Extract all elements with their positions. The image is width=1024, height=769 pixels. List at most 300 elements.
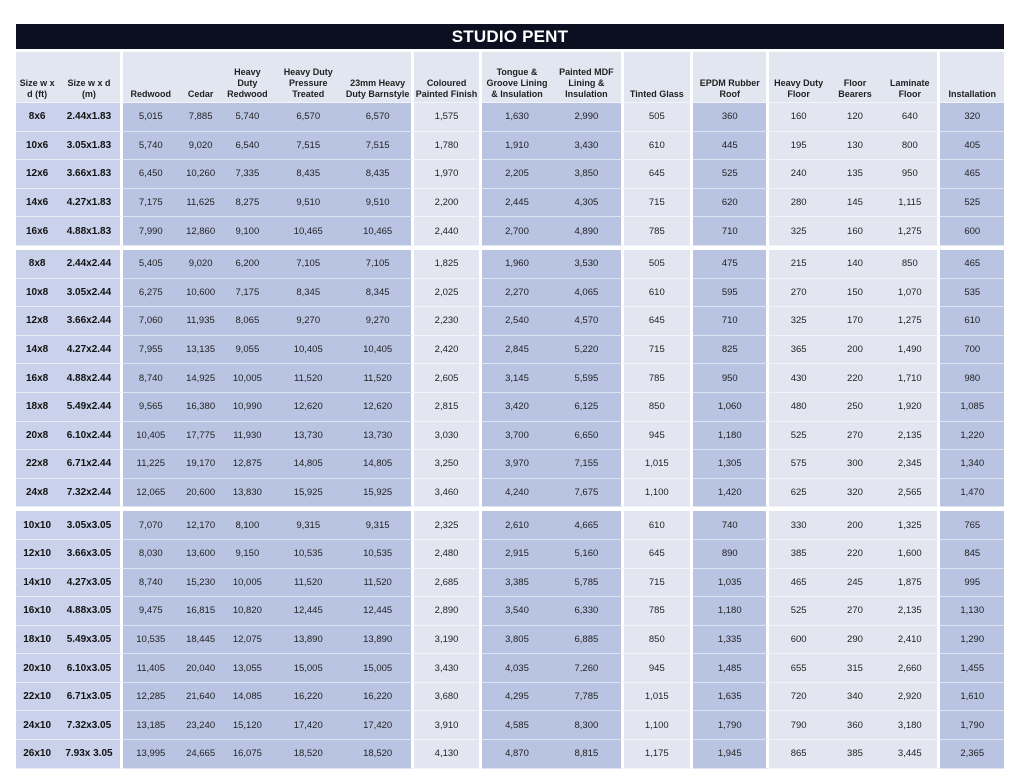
cell-heavy-duty-floor: 195 xyxy=(769,132,827,161)
cell-size-m: 4.88x1.83 xyxy=(58,217,122,246)
table-row xyxy=(16,540,1004,569)
cell-coloured-painted-finish: 4,130 xyxy=(414,740,481,769)
page-title: STUDIO PENT xyxy=(16,24,1004,49)
cell-laminate-floor: 2,565 xyxy=(882,479,940,508)
cell-tinted-glass: 645 xyxy=(624,160,693,189)
cell-floor-bearers: 270 xyxy=(828,597,882,626)
cell-heavy-duty-pressure-treated: 12,620 xyxy=(273,393,344,422)
cell-redwood: 6,275 xyxy=(123,279,179,308)
cell-installation: 1,290 xyxy=(940,626,1004,655)
cell-heavy-duty-redwood: 10,005 xyxy=(222,569,272,598)
cell-epdm-rubber-roof: 525 xyxy=(693,160,769,189)
cell-heavy-duty-redwood: 7,175 xyxy=(222,279,272,308)
cell-tongue-groove-lining: 3,805 xyxy=(482,626,552,655)
cell-epdm-rubber-roof: 475 xyxy=(693,250,769,279)
cell-tongue-groove-lining: 4,035 xyxy=(482,654,552,683)
cell-cedar: 13,600 xyxy=(179,540,222,569)
cell-epdm-rubber-roof: 710 xyxy=(693,307,769,336)
cell-tinted-glass: 1,015 xyxy=(624,450,693,479)
cell-tinted-glass: 945 xyxy=(624,654,693,683)
cell-painted-mdf-lining: 6,330 xyxy=(552,597,623,626)
cell-redwood: 7,060 xyxy=(123,307,179,336)
cell-tongue-groove-lining: 1,960 xyxy=(482,250,552,279)
cell-installation: 2,365 xyxy=(940,740,1004,769)
cell-laminate-floor: 950 xyxy=(882,160,940,189)
cell-size-ft: 22x10 xyxy=(16,683,58,712)
cell-heavy-duty-redwood: 12,875 xyxy=(222,450,272,479)
cell-heavy-duty-barnstyle: 15,005 xyxy=(344,654,414,683)
cell-heavy-duty-floor: 385 xyxy=(769,540,827,569)
cell-tinted-glass: 715 xyxy=(624,189,693,218)
price-table xyxy=(16,52,1004,769)
cell-heavy-duty-redwood: 14,085 xyxy=(222,683,272,712)
header-redwood: Redwood xyxy=(123,52,179,103)
cell-size-ft: 16x8 xyxy=(16,364,58,393)
cell-installation: 1,340 xyxy=(940,450,1004,479)
cell-epdm-rubber-roof: 1,485 xyxy=(693,654,769,683)
cell-installation: 995 xyxy=(940,569,1004,598)
cell-floor-bearers: 360 xyxy=(828,711,882,740)
cell-tongue-groove-lining: 1,630 xyxy=(482,103,552,132)
cell-painted-mdf-lining: 6,885 xyxy=(552,626,623,655)
table-row xyxy=(16,422,1004,451)
cell-size-m: 5.49x3.05 xyxy=(58,626,122,655)
cell-size-m: 4.27x2.44 xyxy=(58,336,122,365)
cell-floor-bearers: 270 xyxy=(828,422,882,451)
cell-redwood: 7,175 xyxy=(123,189,179,218)
size-group-3 xyxy=(16,511,1004,768)
cell-heavy-duty-floor: 655 xyxy=(769,654,827,683)
cell-heavy-duty-floor: 215 xyxy=(769,250,827,279)
cell-coloured-painted-finish: 2,200 xyxy=(414,189,481,218)
cell-heavy-duty-redwood: 12,075 xyxy=(222,626,272,655)
cell-size-m: 3.05x1.83 xyxy=(58,132,122,161)
cell-painted-mdf-lining: 5,785 xyxy=(552,569,623,598)
cell-size-ft: 20x10 xyxy=(16,654,58,683)
cell-heavy-duty-barnstyle: 17,420 xyxy=(344,711,414,740)
cell-epdm-rubber-roof: 360 xyxy=(693,103,769,132)
table-row xyxy=(16,711,1004,740)
cell-laminate-floor: 1,600 xyxy=(882,540,940,569)
cell-tongue-groove-lining: 4,240 xyxy=(482,479,552,508)
cell-floor-bearers: 200 xyxy=(828,336,882,365)
cell-laminate-floor: 3,445 xyxy=(882,740,940,769)
price-sheet xyxy=(16,24,1004,769)
cell-size-m: 6.71x3.05 xyxy=(58,683,122,712)
cell-heavy-duty-barnstyle: 9,315 xyxy=(344,511,414,540)
cell-size-ft: 22x8 xyxy=(16,450,58,479)
cell-laminate-floor: 800 xyxy=(882,132,940,161)
cell-tongue-groove-lining: 3,700 xyxy=(482,422,552,451)
cell-size-m: 7.32x3.05 xyxy=(58,711,122,740)
cell-tongue-groove-lining: 2,445 xyxy=(482,189,552,218)
cell-epdm-rubber-roof: 1,180 xyxy=(693,597,769,626)
cell-coloured-painted-finish: 3,250 xyxy=(414,450,481,479)
cell-laminate-floor: 1,920 xyxy=(882,393,940,422)
cell-tongue-groove-lining: 3,385 xyxy=(482,569,552,598)
cell-painted-mdf-lining: 7,155 xyxy=(552,450,623,479)
cell-tongue-groove-lining: 2,540 xyxy=(482,307,552,336)
cell-heavy-duty-floor: 280 xyxy=(769,189,827,218)
cell-installation: 525 xyxy=(940,189,1004,218)
cell-heavy-duty-floor: 325 xyxy=(769,307,827,336)
cell-cedar: 20,040 xyxy=(179,654,222,683)
cell-heavy-duty-barnstyle: 7,105 xyxy=(344,250,414,279)
cell-size-ft: 12x6 xyxy=(16,160,58,189)
header-coloured-painted-finish: Coloured Painted Finish xyxy=(414,52,481,103)
cell-tinted-glass: 785 xyxy=(624,597,693,626)
header-size-ft: Size w x d (ft) xyxy=(16,52,58,103)
cell-size-ft: 8x8 xyxy=(16,250,58,279)
cell-cedar: 21,640 xyxy=(179,683,222,712)
cell-painted-mdf-lining: 8,815 xyxy=(552,740,623,769)
cell-heavy-duty-redwood: 16,075 xyxy=(222,740,272,769)
size-group-2 xyxy=(16,250,1004,507)
cell-floor-bearers: 120 xyxy=(828,103,882,132)
cell-laminate-floor: 2,920 xyxy=(882,683,940,712)
cell-cedar: 24,665 xyxy=(179,740,222,769)
cell-heavy-duty-redwood: 8,100 xyxy=(222,511,272,540)
cell-heavy-duty-pressure-treated: 7,105 xyxy=(273,250,344,279)
table-row xyxy=(16,132,1004,161)
cell-coloured-painted-finish: 3,910 xyxy=(414,711,481,740)
cell-heavy-duty-floor: 325 xyxy=(769,217,827,246)
cell-tinted-glass: 645 xyxy=(624,307,693,336)
cell-heavy-duty-redwood: 15,120 xyxy=(222,711,272,740)
cell-heavy-duty-pressure-treated: 16,220 xyxy=(273,683,344,712)
cell-tongue-groove-lining: 3,970 xyxy=(482,450,552,479)
cell-redwood: 5,405 xyxy=(123,250,179,279)
cell-size-ft: 14x8 xyxy=(16,336,58,365)
cell-redwood: 10,535 xyxy=(123,626,179,655)
cell-heavy-duty-pressure-treated: 10,535 xyxy=(273,540,344,569)
cell-tinted-glass: 610 xyxy=(624,279,693,308)
table-row xyxy=(16,450,1004,479)
cell-size-ft: 20x8 xyxy=(16,422,58,451)
table-row xyxy=(16,569,1004,598)
cell-floor-bearers: 220 xyxy=(828,364,882,393)
cell-laminate-floor: 1,710 xyxy=(882,364,940,393)
cell-heavy-duty-pressure-treated: 14,805 xyxy=(273,450,344,479)
cell-laminate-floor: 3,180 xyxy=(882,711,940,740)
cell-tongue-groove-lining: 2,700 xyxy=(482,217,552,246)
cell-size-ft: 18x8 xyxy=(16,393,58,422)
cell-cedar: 9,020 xyxy=(179,250,222,279)
cell-epdm-rubber-roof: 740 xyxy=(693,511,769,540)
cell-heavy-duty-floor: 720 xyxy=(769,683,827,712)
cell-heavy-duty-barnstyle: 10,535 xyxy=(344,540,414,569)
cell-redwood: 7,070 xyxy=(123,511,179,540)
cell-tongue-groove-lining: 4,870 xyxy=(482,740,552,769)
cell-installation: 700 xyxy=(940,336,1004,365)
cell-redwood: 11,405 xyxy=(123,654,179,683)
cell-heavy-duty-redwood: 13,830 xyxy=(222,479,272,508)
cell-installation: 1,790 xyxy=(940,711,1004,740)
cell-tongue-groove-lining: 2,610 xyxy=(482,511,552,540)
cell-painted-mdf-lining: 6,650 xyxy=(552,422,623,451)
cell-cedar: 20,600 xyxy=(179,479,222,508)
cell-tongue-groove-lining: 3,145 xyxy=(482,364,552,393)
cell-floor-bearers: 385 xyxy=(828,740,882,769)
cell-coloured-painted-finish: 3,190 xyxy=(414,626,481,655)
cell-heavy-duty-barnstyle: 14,805 xyxy=(344,450,414,479)
cell-epdm-rubber-roof: 595 xyxy=(693,279,769,308)
cell-redwood: 12,065 xyxy=(123,479,179,508)
cell-size-ft: 24x10 xyxy=(16,711,58,740)
cell-installation: 610 xyxy=(940,307,1004,336)
cell-heavy-duty-pressure-treated: 15,925 xyxy=(273,479,344,508)
cell-heavy-duty-pressure-treated: 8,345 xyxy=(273,279,344,308)
cell-heavy-duty-barnstyle: 13,730 xyxy=(344,422,414,451)
cell-installation: 1,130 xyxy=(940,597,1004,626)
cell-coloured-painted-finish: 2,890 xyxy=(414,597,481,626)
cell-heavy-duty-redwood: 8,275 xyxy=(222,189,272,218)
cell-size-m: 4.27x3.05 xyxy=(58,569,122,598)
cell-heavy-duty-floor: 270 xyxy=(769,279,827,308)
cell-painted-mdf-lining: 4,890 xyxy=(552,217,623,246)
cell-heavy-duty-floor: 160 xyxy=(769,103,827,132)
header-size-m: Size w x d (m) xyxy=(58,52,122,103)
cell-cedar: 13,135 xyxy=(179,336,222,365)
cell-epdm-rubber-roof: 1,335 xyxy=(693,626,769,655)
cell-tongue-groove-lining: 2,270 xyxy=(482,279,552,308)
cell-coloured-painted-finish: 3,030 xyxy=(414,422,481,451)
cell-installation: 465 xyxy=(940,160,1004,189)
cell-floor-bearers: 135 xyxy=(828,160,882,189)
cell-size-ft: 16x6 xyxy=(16,217,58,246)
cell-heavy-duty-barnstyle: 8,345 xyxy=(344,279,414,308)
cell-tinted-glass: 1,100 xyxy=(624,479,693,508)
cell-painted-mdf-lining: 3,850 xyxy=(552,160,623,189)
cell-size-m: 7.93x 3.05 xyxy=(58,740,122,769)
cell-size-m: 6.71x2.44 xyxy=(58,450,122,479)
cell-installation: 600 xyxy=(940,217,1004,246)
cell-heavy-duty-barnstyle: 13,890 xyxy=(344,626,414,655)
cell-coloured-painted-finish: 3,680 xyxy=(414,683,481,712)
cell-floor-bearers: 150 xyxy=(828,279,882,308)
cell-laminate-floor: 1,070 xyxy=(882,279,940,308)
cell-heavy-duty-pressure-treated: 9,315 xyxy=(273,511,344,540)
cell-tinted-glass: 505 xyxy=(624,250,693,279)
cell-coloured-painted-finish: 2,420 xyxy=(414,336,481,365)
cell-heavy-duty-floor: 430 xyxy=(769,364,827,393)
cell-epdm-rubber-roof: 950 xyxy=(693,364,769,393)
cell-floor-bearers: 245 xyxy=(828,569,882,598)
cell-cedar: 19,170 xyxy=(179,450,222,479)
cell-tongue-groove-lining: 3,540 xyxy=(482,597,552,626)
cell-coloured-painted-finish: 2,325 xyxy=(414,511,481,540)
cell-heavy-duty-pressure-treated: 11,520 xyxy=(273,569,344,598)
cell-tinted-glass: 850 xyxy=(624,626,693,655)
cell-coloured-painted-finish: 2,480 xyxy=(414,540,481,569)
cell-redwood: 10,405 xyxy=(123,422,179,451)
cell-redwood: 9,565 xyxy=(123,393,179,422)
cell-heavy-duty-floor: 365 xyxy=(769,336,827,365)
cell-size-m: 3.66x3.05 xyxy=(58,540,122,569)
cell-size-m: 4.27x1.83 xyxy=(58,189,122,218)
table-row xyxy=(16,307,1004,336)
cell-coloured-painted-finish: 2,230 xyxy=(414,307,481,336)
cell-laminate-floor: 1,875 xyxy=(882,569,940,598)
cell-heavy-duty-floor: 575 xyxy=(769,450,827,479)
table-row xyxy=(16,654,1004,683)
cell-redwood: 8,030 xyxy=(123,540,179,569)
cell-coloured-painted-finish: 2,685 xyxy=(414,569,481,598)
table-row xyxy=(16,160,1004,189)
cell-heavy-duty-redwood: 9,055 xyxy=(222,336,272,365)
cell-coloured-painted-finish: 1,825 xyxy=(414,250,481,279)
cell-heavy-duty-floor: 600 xyxy=(769,626,827,655)
cell-laminate-floor: 1,115 xyxy=(882,189,940,218)
cell-redwood: 7,955 xyxy=(123,336,179,365)
header-painted-mdf-lining: Painted MDF Lining & Insulation xyxy=(552,52,623,103)
cell-floor-bearers: 170 xyxy=(828,307,882,336)
cell-tinted-glass: 715 xyxy=(624,336,693,365)
cell-laminate-floor: 1,275 xyxy=(882,217,940,246)
cell-painted-mdf-lining: 4,665 xyxy=(552,511,623,540)
cell-size-m: 3.05x3.05 xyxy=(58,511,122,540)
cell-coloured-painted-finish: 2,815 xyxy=(414,393,481,422)
cell-installation: 845 xyxy=(940,540,1004,569)
cell-redwood: 9,475 xyxy=(123,597,179,626)
cell-heavy-duty-barnstyle: 7,515 xyxy=(344,132,414,161)
cell-cedar: 23,240 xyxy=(179,711,222,740)
cell-tongue-groove-lining: 3,420 xyxy=(482,393,552,422)
cell-heavy-duty-redwood: 10,820 xyxy=(222,597,272,626)
cell-heavy-duty-redwood: 6,540 xyxy=(222,132,272,161)
cell-cedar: 9,020 xyxy=(179,132,222,161)
cell-size-m: 6.10x3.05 xyxy=(58,654,122,683)
cell-cedar: 14,925 xyxy=(179,364,222,393)
cell-size-ft: 26x10 xyxy=(16,740,58,769)
header-tongue-groove-lining: Tongue & Groove Lining & Insulation xyxy=(482,52,552,103)
table-row xyxy=(16,189,1004,218)
cell-epdm-rubber-roof: 825 xyxy=(693,336,769,365)
cell-heavy-duty-pressure-treated: 8,435 xyxy=(273,160,344,189)
cell-laminate-floor: 850 xyxy=(882,250,940,279)
cell-heavy-duty-barnstyle: 18,520 xyxy=(344,740,414,769)
table-row xyxy=(16,479,1004,508)
cell-painted-mdf-lining: 5,595 xyxy=(552,364,623,393)
table-row xyxy=(16,511,1004,540)
cell-heavy-duty-pressure-treated: 10,465 xyxy=(273,217,344,246)
cell-tongue-groove-lining: 2,205 xyxy=(482,160,552,189)
cell-installation: 1,455 xyxy=(940,654,1004,683)
cell-coloured-painted-finish: 1,575 xyxy=(414,103,481,132)
cell-tongue-groove-lining: 2,915 xyxy=(482,540,552,569)
cell-installation: 320 xyxy=(940,103,1004,132)
header-tinted-glass: Tinted Glass xyxy=(624,52,693,103)
table-row xyxy=(16,103,1004,132)
cell-laminate-floor: 1,325 xyxy=(882,511,940,540)
cell-redwood: 8,740 xyxy=(123,364,179,393)
cell-heavy-duty-redwood: 13,055 xyxy=(222,654,272,683)
cell-painted-mdf-lining: 3,430 xyxy=(552,132,623,161)
cell-heavy-duty-floor: 465 xyxy=(769,569,827,598)
cell-installation: 1,085 xyxy=(940,393,1004,422)
cell-floor-bearers: 340 xyxy=(828,683,882,712)
header-installation: Installation xyxy=(940,52,1004,103)
cell-installation: 765 xyxy=(940,511,1004,540)
cell-cedar: 11,625 xyxy=(179,189,222,218)
table-row xyxy=(16,626,1004,655)
cell-heavy-duty-barnstyle: 12,620 xyxy=(344,393,414,422)
cell-laminate-floor: 2,660 xyxy=(882,654,940,683)
cell-installation: 465 xyxy=(940,250,1004,279)
cell-size-m: 5.49x2.44 xyxy=(58,393,122,422)
cell-coloured-painted-finish: 2,605 xyxy=(414,364,481,393)
cell-heavy-duty-pressure-treated: 12,445 xyxy=(273,597,344,626)
cell-heavy-duty-floor: 865 xyxy=(769,740,827,769)
cell-size-ft: 16x10 xyxy=(16,597,58,626)
cell-redwood: 11,225 xyxy=(123,450,179,479)
cell-painted-mdf-lining: 5,220 xyxy=(552,336,623,365)
cell-installation: 1,470 xyxy=(940,479,1004,508)
cell-size-m: 7.32x2.44 xyxy=(58,479,122,508)
table-row xyxy=(16,217,1004,246)
cell-coloured-painted-finish: 1,970 xyxy=(414,160,481,189)
cell-heavy-duty-redwood: 9,100 xyxy=(222,217,272,246)
cell-size-m: 3.66x2.44 xyxy=(58,307,122,336)
cell-floor-bearers: 130 xyxy=(828,132,882,161)
cell-size-ft: 10x10 xyxy=(16,511,58,540)
cell-tinted-glass: 785 xyxy=(624,364,693,393)
cell-tinted-glass: 1,100 xyxy=(624,711,693,740)
cell-redwood: 5,015 xyxy=(123,103,179,132)
cell-size-ft: 18x10 xyxy=(16,626,58,655)
cell-tinted-glass: 505 xyxy=(624,103,693,132)
cell-size-ft: 14x10 xyxy=(16,569,58,598)
cell-painted-mdf-lining: 3,530 xyxy=(552,250,623,279)
cell-heavy-duty-pressure-treated: 9,510 xyxy=(273,189,344,218)
cell-coloured-painted-finish: 1,780 xyxy=(414,132,481,161)
cell-tinted-glass: 715 xyxy=(624,569,693,598)
cell-redwood: 13,185 xyxy=(123,711,179,740)
cell-size-ft: 10x8 xyxy=(16,279,58,308)
cell-painted-mdf-lining: 5,160 xyxy=(552,540,623,569)
cell-laminate-floor: 640 xyxy=(882,103,940,132)
cell-painted-mdf-lining: 7,785 xyxy=(552,683,623,712)
cell-installation: 535 xyxy=(940,279,1004,308)
cell-laminate-floor: 1,275 xyxy=(882,307,940,336)
cell-cedar: 7,885 xyxy=(179,103,222,132)
cell-epdm-rubber-roof: 1,420 xyxy=(693,479,769,508)
cell-heavy-duty-floor: 330 xyxy=(769,511,827,540)
cell-heavy-duty-redwood: 8,065 xyxy=(222,307,272,336)
cell-painted-mdf-lining: 4,570 xyxy=(552,307,623,336)
cell-heavy-duty-barnstyle: 10,405 xyxy=(344,336,414,365)
cell-size-ft: 10x6 xyxy=(16,132,58,161)
cell-floor-bearers: 145 xyxy=(828,189,882,218)
cell-size-m: 2.44x2.44 xyxy=(58,250,122,279)
size-group-1 xyxy=(16,103,1004,246)
cell-laminate-floor: 2,410 xyxy=(882,626,940,655)
cell-installation: 980 xyxy=(940,364,1004,393)
cell-heavy-duty-pressure-treated: 17,420 xyxy=(273,711,344,740)
cell-floor-bearers: 160 xyxy=(828,217,882,246)
cell-epdm-rubber-roof: 1,635 xyxy=(693,683,769,712)
header-heavy-duty-barnstyle: 23mm Heavy Duty Barnstyle xyxy=(344,52,414,103)
cell-heavy-duty-redwood: 6,200 xyxy=(222,250,272,279)
cell-heavy-duty-barnstyle: 9,270 xyxy=(344,307,414,336)
table-row xyxy=(16,740,1004,769)
cell-heavy-duty-barnstyle: 11,520 xyxy=(344,569,414,598)
cell-redwood: 5,740 xyxy=(123,132,179,161)
cell-tinted-glass: 850 xyxy=(624,393,693,422)
table-row xyxy=(16,683,1004,712)
header-heavy-duty-redwood: Heavy Duty Redwood xyxy=(222,52,272,103)
cell-heavy-duty-barnstyle: 10,465 xyxy=(344,217,414,246)
